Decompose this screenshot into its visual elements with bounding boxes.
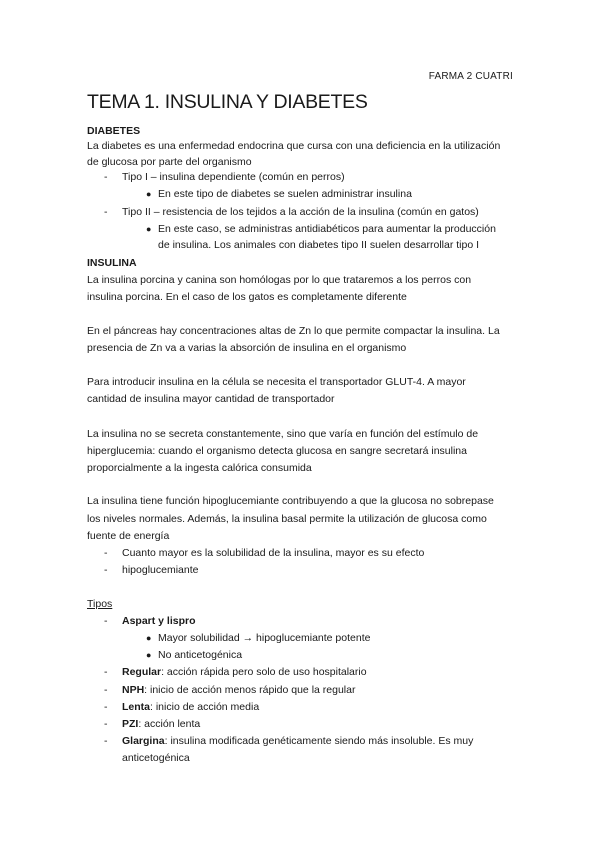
paragraph-line: cantidad de insulina mayor cantidad de transportador xyxy=(87,393,335,405)
paragraph-line: los niveles normales. Además, la insulina basal permite la utilización de glucosa como xyxy=(87,513,487,525)
insulin-type-desc: : inicio de acción menos rápido que la regular xyxy=(144,684,356,696)
list-item xyxy=(0,205,599,219)
insulin-type-desc: : acción lenta xyxy=(138,718,201,730)
list-item-text: hipoglucemiante xyxy=(122,564,199,576)
insulin-type-name: PZI xyxy=(122,718,139,730)
dash-bullet: - xyxy=(104,171,108,183)
dash-bullet: - xyxy=(104,718,108,730)
list-item-continuation xyxy=(0,238,599,252)
list-item xyxy=(0,222,599,236)
list-item-text xyxy=(122,683,355,697)
dash-bullet: - xyxy=(104,206,108,218)
insulin-type-name: Lenta xyxy=(122,701,151,713)
paragraph-line: hiperglucemia: cuando el organismo detecta glucosa en sangre secretará insulina xyxy=(87,445,467,457)
list-item-text: Mayor solubilidad → hipoglucemiante potente xyxy=(158,632,371,644)
dash-bullet: - xyxy=(104,564,108,576)
paragraph-line: La insulina no se secreta constantemente, sino que varía en función del estímulo de xyxy=(87,428,479,440)
list-item xyxy=(0,700,599,714)
insulin-type-desc: : insulina modificada genéticamente siendo más insoluble. Es muy xyxy=(164,735,474,747)
bullet-icon: ● xyxy=(146,189,152,199)
bullet-icon: ● xyxy=(146,650,152,660)
list-item xyxy=(0,546,599,560)
list-item-text: Cuanto mayor es la solubilidad de la insulina, mayor es su efecto xyxy=(122,547,425,559)
paragraph-line: presencia de Zn va a varias la absorción de insulina en el organismo xyxy=(87,342,407,354)
dash-bullet: - xyxy=(104,735,108,747)
dash-bullet: - xyxy=(104,547,108,559)
list-item xyxy=(0,563,599,577)
list-item-text: Aspart y lispro xyxy=(122,615,196,627)
list-item-text xyxy=(122,717,200,731)
list-item-text xyxy=(122,734,473,748)
dash-bullet: - xyxy=(104,684,108,696)
paragraph-line: proporcialmente a la ingesta calórica consumida xyxy=(87,462,312,474)
list-item-text: de insulina. Los animales con diabetes tipo II suelen desarrollar tipo I xyxy=(158,239,480,251)
insulin-type-name: Regular xyxy=(122,666,162,678)
list-item xyxy=(0,648,599,662)
list-item-text: No anticetogénica xyxy=(158,649,243,661)
list-item-text: Tipo I – insulina dependiente (común en perros) xyxy=(122,171,345,183)
header-course-label: FARMA 2 CUATRI xyxy=(428,71,513,82)
list-item xyxy=(0,665,599,679)
list-item-text: En este caso, se administras antidiabéticos para aumentar la producción xyxy=(158,223,496,235)
list-item xyxy=(0,631,599,645)
dash-bullet: - xyxy=(104,615,108,627)
section-heading-insulina: INSULINA xyxy=(87,257,137,269)
paragraph-line: La diabetes es una enfermedad endocrina que cursa con una deficiencia en la utilización xyxy=(87,140,501,152)
bullet-icon: ● xyxy=(146,224,152,234)
list-item xyxy=(0,717,599,731)
dash-bullet: - xyxy=(104,701,108,713)
paragraph-line: de glucosa por parte del organismo xyxy=(87,156,252,168)
list-item-text: Tipo II – resistencia de los tejidos a la acción de la insulina (común en gatos) xyxy=(122,206,479,218)
bullet-icon: ● xyxy=(146,633,152,643)
section-heading-diabetes: DIABETES xyxy=(87,125,141,137)
list-item xyxy=(0,187,599,201)
list-item-text: anticetogénica xyxy=(122,752,190,764)
list-item xyxy=(0,614,599,628)
paragraph-line: insulina porcina. En el caso de los gatos es completamente diferente xyxy=(87,291,407,303)
paragraph-line: En el páncreas hay concentraciones altas de Zn lo que permite compactar la insulina. La xyxy=(87,325,500,337)
dash-bullet: - xyxy=(104,666,108,678)
list-item xyxy=(0,683,599,697)
paragraph-line: Para introducir insulina en la célula se necesita el transportador GLUT-4. A mayor xyxy=(87,376,466,388)
list-item-text xyxy=(122,665,367,679)
insulin-type-desc: : inicio de acción media xyxy=(150,701,260,713)
list-item xyxy=(0,170,599,184)
list-item xyxy=(0,734,599,748)
list-item-continuation xyxy=(0,751,599,765)
section-heading-tipos: Tipos xyxy=(87,598,113,610)
page-title: TEMA 1. INSULINA Y DIABETES xyxy=(87,91,368,113)
list-item-text xyxy=(122,700,259,714)
paragraph-line: fuente de energía xyxy=(87,530,170,542)
insulin-type-name: NPH xyxy=(122,684,145,696)
insulin-type-name: Glargina xyxy=(122,735,165,747)
insulin-type-desc: : acción rápida pero solo de uso hospitalario xyxy=(161,666,367,678)
paragraph-line: La insulina tiene función hipoglucemiante contribuyendo a que la glucosa no sobrepase xyxy=(87,495,494,507)
paragraph-line: La insulina porcina y canina son homólogas por lo que trataremos a los perros con xyxy=(87,274,472,286)
list-item-text: En este tipo de diabetes se suelen administrar insulina xyxy=(158,188,412,200)
